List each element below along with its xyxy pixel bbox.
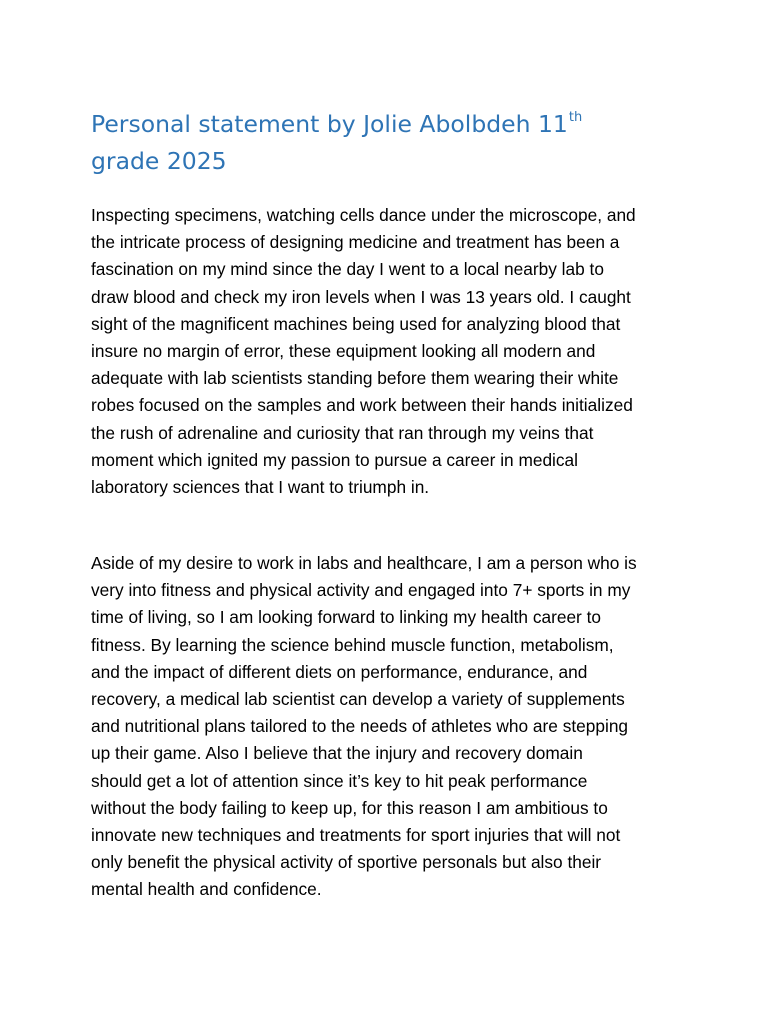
title-line-2: grade 2025 bbox=[91, 147, 227, 175]
paragraph-line: very into fitness and physical activity and engaged into 7+ sports in my bbox=[91, 580, 631, 601]
title-superscript: th bbox=[568, 110, 583, 125]
paragraph-line: the rush of adrenaline and curiosity that ran through my veins that bbox=[91, 422, 594, 443]
paragraph-line: laboratory sciences that I want to triumph in. bbox=[91, 477, 430, 498]
paragraph-line: adequate with lab scientists standing before them wearing their white bbox=[91, 368, 619, 389]
paragraph-line: the intricate process of designing medicine and treatment has been a bbox=[91, 232, 620, 253]
paragraph-line: robes focused on the samples and work between their hands initialized bbox=[91, 395, 633, 416]
paragraph-2 bbox=[91, 550, 691, 904]
title-text: Personal statement by Jolie Abolbdeh 11 bbox=[91, 110, 568, 138]
paragraph-line: fascination on my mind since the day I went to a local nearby lab to bbox=[91, 259, 604, 280]
paragraph-line: and the impact of different diets on performance, endurance, and bbox=[91, 661, 588, 682]
paragraph-line: should get a lot of attention since it’s key to hit peak performance bbox=[91, 770, 588, 791]
paragraph-line: draw blood and check my iron levels when I was 13 years old. I caught bbox=[91, 286, 631, 307]
paragraph-line: up their game. Also I believe that the injury and recovery domain bbox=[91, 743, 583, 764]
paragraph-line: recovery, a medical lab scientist can develop a variety of supplements bbox=[91, 689, 625, 710]
document-title bbox=[91, 108, 691, 177]
paragraph-line: insure no margin of error, these equipment looking all modern and bbox=[91, 341, 596, 362]
paragraph-line: innovate new techniques and treatments for sport injuries that will not bbox=[91, 825, 621, 846]
paragraph-line: Inspecting specimens, watching cells dance under the microscope, and bbox=[91, 205, 636, 225]
paragraph-line: fitness. By learning the science behind muscle function, metabolism, bbox=[91, 634, 614, 655]
paragraph-line: without the body failing to keep up, for this reason I am ambitious to bbox=[91, 797, 608, 818]
paragraph-line: only benefit the physical activity of sportive personals but also their bbox=[91, 852, 602, 873]
paragraph-line: and nutritional plans tailored to the needs of athletes who are stepping bbox=[91, 716, 629, 737]
paragraph-line: mental health and confidence. bbox=[91, 879, 322, 900]
paragraph-line: Aside of my desire to work in labs and healthcare, I am a person who is bbox=[91, 553, 637, 573]
paragraph-line: time of living, so I am looking forward to linking my health career to bbox=[91, 607, 602, 628]
paragraph-line: sight of the magnificent machines being used for analyzing blood that bbox=[91, 313, 621, 334]
paragraph-1 bbox=[91, 202, 691, 501]
paragraph-line: moment which ignited my passion to pursue a career in medical bbox=[91, 449, 578, 470]
